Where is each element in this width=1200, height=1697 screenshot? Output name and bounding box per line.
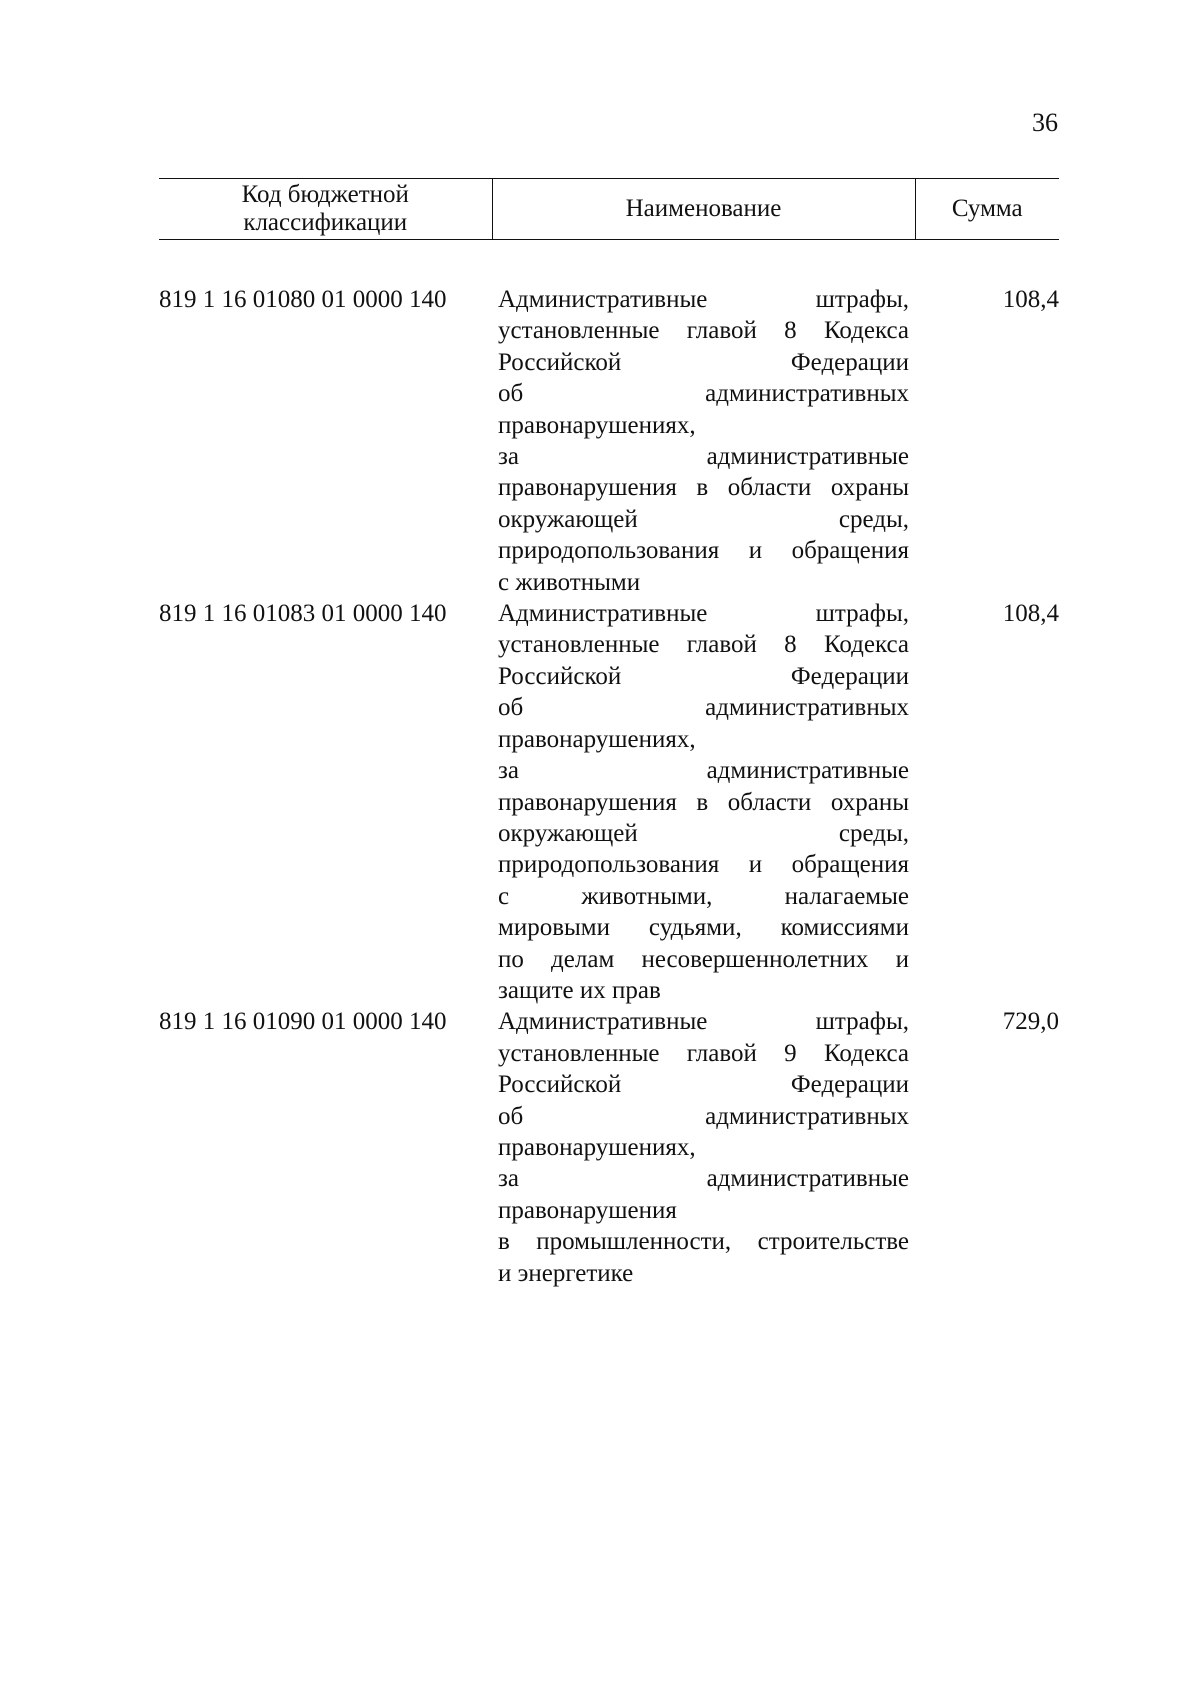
row-name-line: правонарушениях, <box>498 725 696 753</box>
row-name-line: Российской Федерации <box>498 348 909 376</box>
row-name-line: установленные главой 8 Кодекса <box>498 317 909 345</box>
header-name: Наименование <box>492 179 915 240</box>
row-name-line: в промышленности, строительстве <box>498 1228 909 1256</box>
row-name <box>498 598 909 1006</box>
table-header <box>159 178 1059 240</box>
row-name-line: Российской Федерации <box>498 662 909 690</box>
page-number: 36 <box>1032 108 1058 137</box>
row-name-line: правонарушениях, <box>498 1133 696 1161</box>
row-name-line: установленные главой 8 Кодекса <box>498 631 909 659</box>
row-name-line: с животными <box>498 568 641 596</box>
row-name-line: Административные штрафы, <box>498 286 909 313</box>
row-name-line: правонарушения <box>498 1196 677 1224</box>
row-name-line: с животными, налагаемые <box>498 882 909 910</box>
row-name-line: защите их прав <box>498 976 661 1004</box>
row-name-line: окружающей среды, <box>498 505 909 533</box>
row-amount: 729,0 <box>1002 1008 1059 1036</box>
row-name-line: по делам несовершеннолетних и <box>498 945 909 973</box>
table-row <box>159 1006 1059 1289</box>
row-code: 819 1 16 01080 01 0000 140 <box>159 286 447 313</box>
row-name-line: окружающей среды, <box>498 819 909 847</box>
row-name-line: природопользования и обращения <box>498 537 909 565</box>
row-name-line: правонарушениях, <box>498 411 696 439</box>
row-code: 819 1 16 01090 01 0000 140 <box>159 1008 447 1036</box>
table-row <box>159 284 1059 598</box>
row-name-line: об административных <box>498 1102 909 1130</box>
row-amount: 108,4 <box>1002 286 1059 313</box>
table-row <box>159 598 1059 1006</box>
row-name-line: правонарушения в области охраны <box>498 474 909 502</box>
row-name-line: установленные главой 9 Кодекса <box>498 1039 909 1067</box>
table-body <box>159 284 1059 1289</box>
row-name-line: об административных <box>498 380 909 408</box>
row-code: 819 1 16 01083 01 0000 140 <box>159 600 447 628</box>
row-name-line: и энергетике <box>498 1259 634 1287</box>
row-name-line: об административных <box>498 694 909 722</box>
row-name-line: за административные <box>498 1165 909 1193</box>
row-name <box>498 1006 909 1289</box>
row-name-line: Российской Федерации <box>498 1071 909 1099</box>
row-name <box>498 284 909 598</box>
row-name-line: Административные штрафы, <box>498 600 909 628</box>
row-name-line: мировыми судьями, комиссиями <box>498 914 909 942</box>
row-name-line: за административные <box>498 757 909 785</box>
header-code: Код бюджетной классификации <box>159 179 492 240</box>
row-name-line: правонарушения в области охраны <box>498 788 909 816</box>
row-name-line: Административные штрафы, <box>498 1008 909 1036</box>
row-name-line: природопользования и обращения <box>498 851 909 879</box>
header-amount: Сумма <box>915 179 1059 240</box>
row-amount: 108,4 <box>1002 600 1059 628</box>
row-name-line: за административные <box>498 443 909 471</box>
